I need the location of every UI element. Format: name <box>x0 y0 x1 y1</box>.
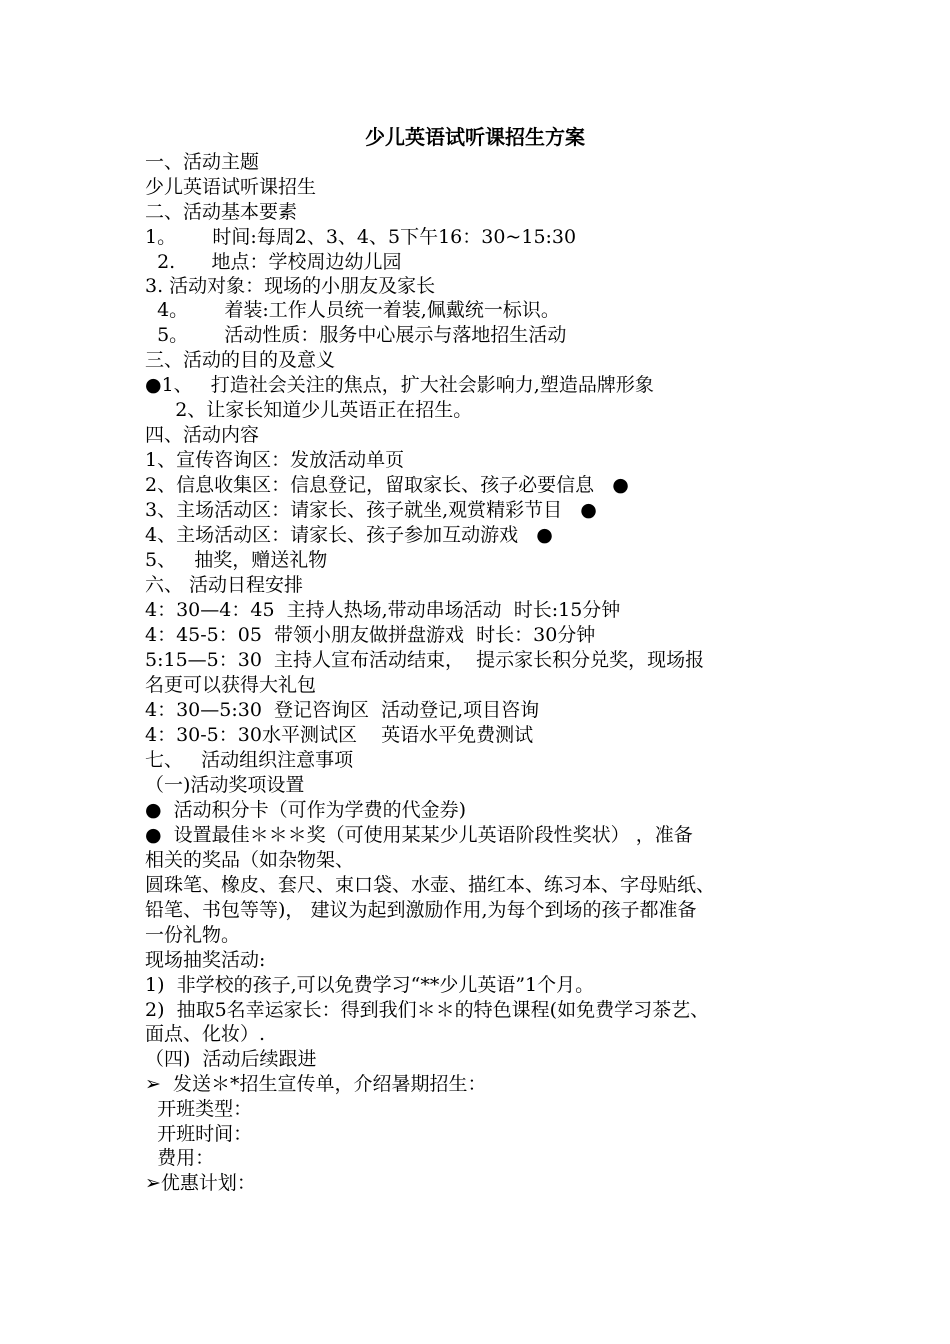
schedule-line: 5:15—5：30 主持人宣布活动结束， 提示家长积分兑奖，现场报 <box>145 649 705 671</box>
text-line: 4、主场活动区：请家长、孩子参加互动游戏 ● <box>145 524 553 546</box>
section-heading: 一、活动主题 <box>145 151 260 173</box>
subsection-heading: （一)活动奖项设置 <box>145 774 305 796</box>
section-heading: 二、活动基本要素 <box>145 201 298 223</box>
document-title: 少儿英语试听课招生方案 <box>365 125 585 149</box>
bullet-line: ● 设置最佳＊＊＊奖（可使用某某少儿英语阶段性奖状） ，准备 <box>145 824 693 846</box>
text-line: 3、主场活动区：请家长、孩子就坐,观赏精彩节目 ● <box>145 499 597 521</box>
text-line: 面点、化妆）. <box>145 1023 266 1045</box>
section-heading: 六、 活动日程安排 <box>145 574 304 596</box>
section-heading: 七、 活动组织注意事项 <box>145 749 354 771</box>
arrow-bullet-line: ➢ 发送＊*招生宣传单，介绍暑期招生： <box>145 1073 487 1095</box>
list-item: 1) 非学校的孩子,可以免费学习“**少儿英语”1个月。 <box>145 974 595 996</box>
text-line: 2、让家长知道少儿英语正在招生。 <box>145 399 473 421</box>
text-line: 相关的奖品（如杂物架、 <box>145 849 355 871</box>
schedule-line: 4：30—4：45 主持人热场,带动串场活动 时长:15分钟 <box>145 599 621 621</box>
schedule-line: 4：30-5：30水平测试区 英语水平免费测试 <box>145 724 534 746</box>
text-line: 5。 活动性质：服务中心展示与落地招生活动 <box>145 324 567 346</box>
schedule-line: 4：45-5：05 带领小朋友做拼盘游戏 时长：30分钟 <box>145 624 596 646</box>
text-line: 现场抽奖活动: <box>145 949 266 971</box>
text-line: 铅笔、书包等等)， 建议为起到激励作用,为每个到场的孩子都准备 <box>145 899 697 921</box>
text-line: 1、宣传咨询区：发放活动单页 <box>145 449 405 471</box>
text-line: 4。 着装:工作人员统一着装,佩戴统一标识。 <box>145 299 560 321</box>
arrow-bullet-line: ➢优惠计划： <box>145 1172 256 1194</box>
schedule-line: 4：30—5:30 登记咨询区 活动登记,项目咨询 <box>145 699 540 721</box>
subsection-heading: （四) 活动后续跟进 <box>145 1048 317 1070</box>
schedule-line: 名更可以获得大礼包 <box>145 674 317 696</box>
bullet-line: ● 活动积分卡（可作为学费的代金券) <box>145 799 467 821</box>
text-line: 开班类型： <box>145 1098 253 1120</box>
section-heading: 三、活动的目的及意义 <box>145 349 336 371</box>
text-line: 一份礼物。 <box>145 924 241 946</box>
list-item: 2) 抽取5名幸运家长：得到我们＊＊的特色课程(如免费学习茶艺、 <box>145 999 710 1021</box>
text-line: 5、 抽奖，赠送礼物 <box>145 549 328 571</box>
text-line: 3. 活动对象：现场的小朋友及家长 <box>145 275 436 297</box>
text-line: 开班时间： <box>145 1123 253 1145</box>
text-line: 圆珠笔、橡皮、套尺、束口袋、水壶、描红本、练习本、字母贴纸、 <box>145 874 716 896</box>
text-line: 2、信息收集区：信息登记，留取家长、孩子必要信息 ● <box>145 474 629 496</box>
text-line: 2. 地点：学校周边幼儿园 <box>145 251 402 273</box>
text-line: 少儿英语试听课招生 <box>145 176 317 198</box>
bullet-line: ●1、 打造社会关注的焦点，扩大社会影响力,塑造品牌形象 <box>145 374 654 396</box>
section-heading: 四、活动内容 <box>145 424 260 446</box>
text-line: 费用： <box>145 1147 215 1169</box>
text-line: 1。 时间:每周2、3、4、5下午16：30~15:30 <box>145 226 577 248</box>
